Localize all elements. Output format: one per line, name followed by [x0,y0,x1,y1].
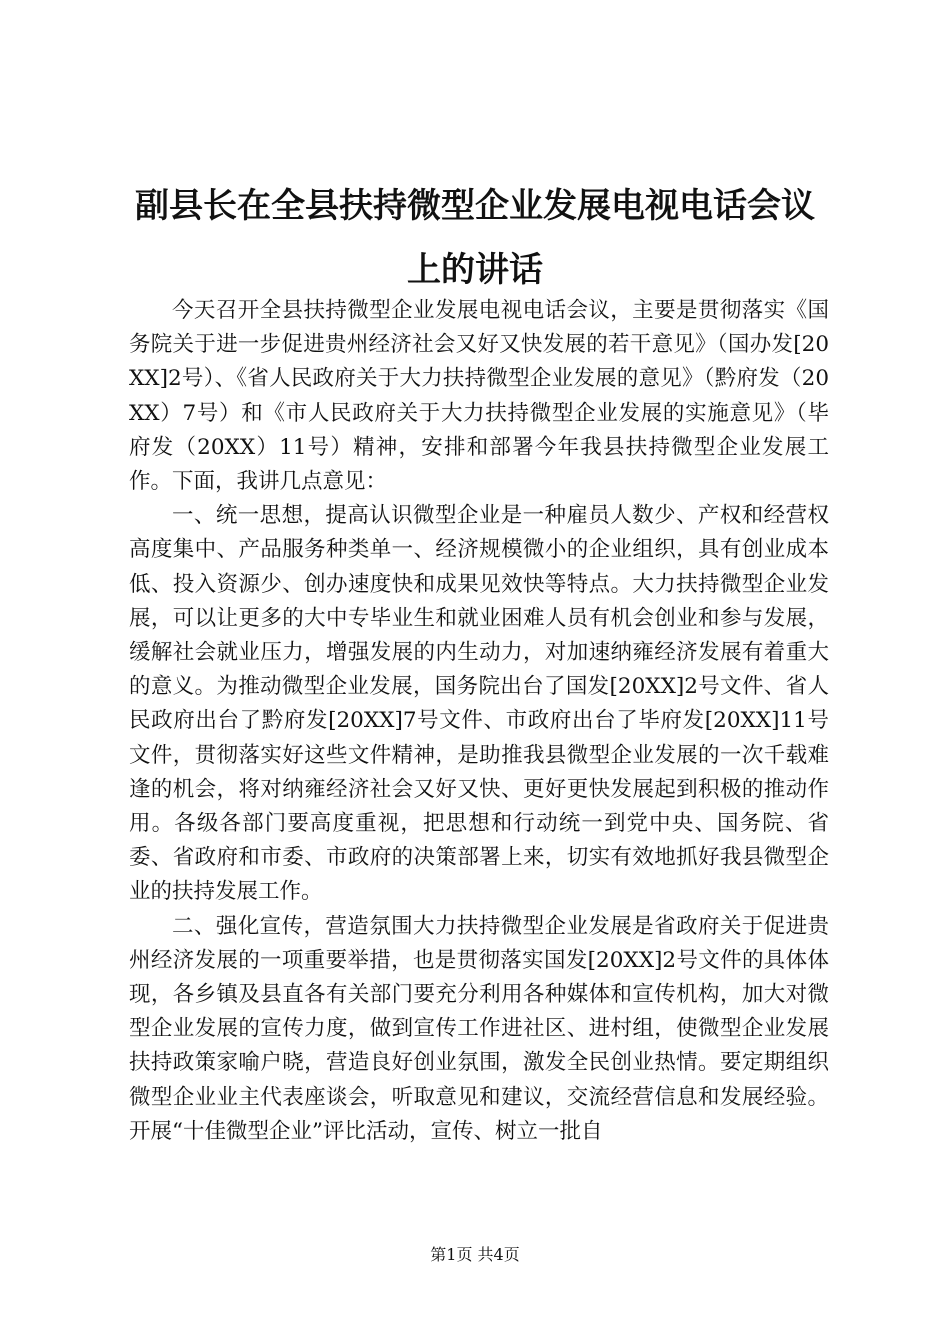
paragraph-section-1: 一、统一思想，提高认识微型企业是一种雇员人数少、产权和经营权高度集中、产品服务种类单一、经济规模微小的企业组织，具有创业成本低、投入资源少、创办速度快和成果见效快等特点。大力扶持微型企业发展，可以让更多的大中专毕业生和就业困难人员有机会创业和参与发展，缓解社会就业压力，增强发展的内生动力，对加速纳雍经济发展有着重大的意义。为推动微型企业发展，国务院出台了国发[20XX]2号文件、省人民政府出台了黔府发[20XX]7号文件、市政府出台了毕府发[20XX]11号文件，贯彻落实好这些文件精神，是助推我县微型企业发展的一次千载难逢的机会，将对纳雍经济社会又好又快、更好更快发展起到积极的推动作用。各级各部门要高度重视，把思想和行动统一到党中央、国务院、省委、省政府和市委、市政府的决策部署上来，切实有效地抓好我县微型企业的扶持发展工作。 [129,503,829,905]
document-title-line-2: 上的讲话 [407,250,543,290]
page-footer: 第1页 共4页 [430,1245,520,1264]
paragraph-section-2: 二、强化宣传，营造氛围大力扶持微型企业发展是省政府关于促进贵州经济发展的一项重要举措，也是贯彻落实国发[20XX]2号文件的具体体现，各乡镇及县直各有关部门要充分利用各种媒体和宣传机构，加大对微型企业发展的宣传力度，做到宣传工作进社区、进村组，使微型企业发展扶持政策家喻户晓，营造良好创业氛围，激发全民创业热情。要定期组织微型企业业主代表座谈会，听取意见和建议，交流经营信息和发展经验。开展“十佳微型企业”评比活动，宣传、树立一批自 [129,913,829,1144]
document-title-line-1: 副县长在全县扶持微型企业发展电视电话会议 [135,186,815,226]
document-body [129,294,829,1149]
paragraph-intro: 今天召开全县扶持微型企业发展电视电话会议，主要是贯彻落实《国务院关于进一步促进贵州经济社会又好又快发展的若干意见》（国办发[20XX]2号）、《省人民政府关于大力扶持微型企业发展的意见》（黔府发（20XX）7号）和《市人民政府关于大力扶持微型企业发展的实施意见》（毕府发（20XX）11号）精神，安排和部署今年我县扶持微型企业发展工作。下面，我讲几点意见： [129,298,829,495]
